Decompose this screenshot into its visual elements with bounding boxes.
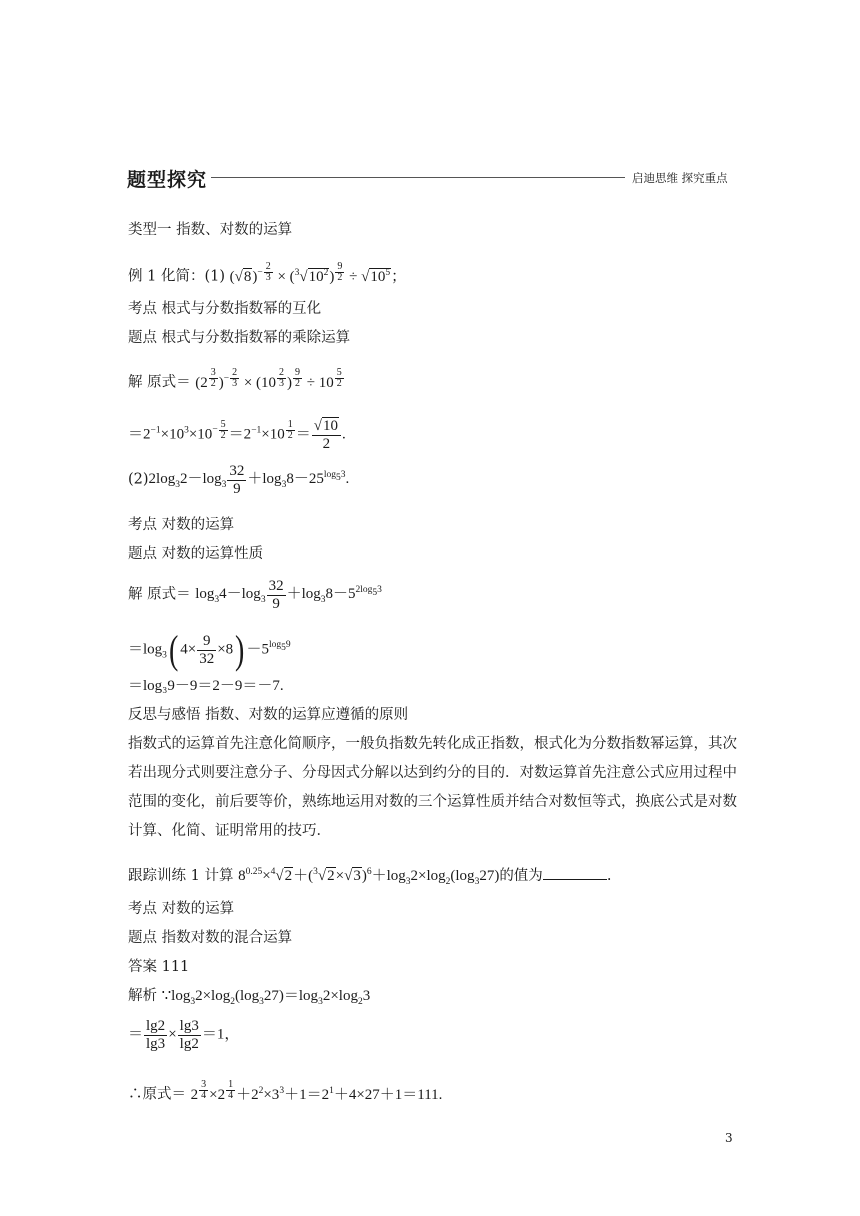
example-1-tidian: 题点 根式与分数指数幂的乘除运算: [128, 330, 351, 346]
page-number: 3: [725, 1131, 733, 1145]
example-1-solution-line2: $=2^{-1}\times 10^3\times 10^{- \frac{5}{2}}$ $=2^{-1}\times 10$ $^{\frac{1}{2}}$ ＝ $\frac{√10}{2}$ .: [128, 418, 346, 452]
reflection-title: 反思与感悟 指数、对数的运算应遵循的原则: [128, 707, 409, 723]
training-tidian: 题点 指数对数的混合运算: [128, 930, 293, 946]
training-analysis-line2: ＝ $\frac{\lg 2}{\lg 3}$ × $\frac{\lg 3}{\lg 2}$ ＝1，: [128, 1018, 240, 1052]
example-1-kaodian: 考点 根式与分数指数幂的互化: [128, 301, 322, 317]
training-1-line: 跟踪训练 1 计算 $8^{0.25}\times^4√2+(^3√2\times√3)^6+\log_32\times\log_2(\log_327)$的值为 .: [128, 867, 612, 887]
training-expression: $8^{0.25}\times^4√2+(^3√2\times√3)^6+\log_32\times\log_2(\log_327)$: [238, 867, 500, 887]
solution2-label: 解 原式＝: [128, 586, 191, 603]
example-1-solution2-line3: ＝log₃9－9＝2－9＝－7.: [128, 678, 284, 694]
example-1-solution2-line1: [128, 578, 382, 612]
example-1-expression: $(√8)^{- \frac{2}{3}}$ × $(^3√10^2)$ $^{\frac{9}{2}}$ ÷ $√10^5$；: [229, 261, 407, 285]
example-1-kaodian-2: 考点 对数的运算: [128, 517, 235, 533]
example-1-solution-line1: [128, 368, 345, 392]
training-analysis-line3: [128, 1080, 442, 1104]
training-tail: 的值为: [499, 868, 543, 884]
training-kaodian: 考点 对数的运算: [128, 901, 235, 917]
example-1-tidian-2: 题点 对数的运算性质: [128, 546, 264, 562]
training-answer: 答案 111: [128, 959, 190, 975]
example-1-solution2-line2: $=\log_3$( 4× $\frac{9}{32}$ $\times 8) -5^{log_59}$: [128, 627, 291, 672]
example-1-part2: [128, 463, 349, 497]
part2-label: (2): [128, 471, 149, 488]
analysis-expression-1: $\because\log_32\times\log_2(\log_327)=\log_32\times\log_23$: [161, 988, 371, 1007]
section-header-subtitle: 启迪思维 探究重点: [632, 171, 728, 185]
section-header-title: 题型探究: [127, 169, 208, 191]
section-title: 类型一 指数、对数的运算: [128, 222, 293, 238]
part2-expression: $2\log_32-\log_3$ $\frac{32}{9}$ $+\log_38-25^{log_53}$.: [148, 463, 350, 497]
header-rule: [211, 177, 625, 178]
example-1-line: [128, 262, 406, 286]
solution-label: 解 原式＝: [128, 374, 191, 391]
solution2-expression-1: $\log_34-\log_3$ $\frac{32}{9}$ $+\log_38-5^{2log_53}$: [195, 578, 382, 612]
training-analysis-line1: [128, 984, 370, 1005]
training-label: 跟踪训练 1 计算: [128, 868, 239, 884]
example-1-label: 例 1 化简：(1): [128, 268, 225, 285]
final-expression: 2 $^{\frac{3}{4}}$ ×2 $^{\frac{1}{4}}$ $+2^2\times 3^3+1=2^1+4\times 27+1=111$.: [190, 1079, 443, 1103]
answer-blank: [543, 865, 607, 880]
solution-expression-1: (2 $^{\frac{3}{2}}$ )$^{- \frac{2}{3}}$ × (10 $^{\frac{2}{3}}$ ) $^{\frac{9}{2}}$ ÷ 10 $^{\frac{5}{2}}$: [195, 367, 342, 391]
analysis-label: 解析: [128, 988, 162, 1004]
reflection-body: 指数式的运算首先注意化简顺序，一般负指数先转化成正指数，根式化为分数指数幂运算，其次若出现分式则要注意分子、分母因式分解以达到约分的目的．对数运算首先注意公式应用过程中范围的变化，前后要等价，熟练地运用对数的三个运算性质并结合对数恒等式，换底公式是对数计算、化简、证明常用的技巧．: [128, 736, 737, 839]
final-label: ∴原式＝: [128, 1086, 186, 1103]
